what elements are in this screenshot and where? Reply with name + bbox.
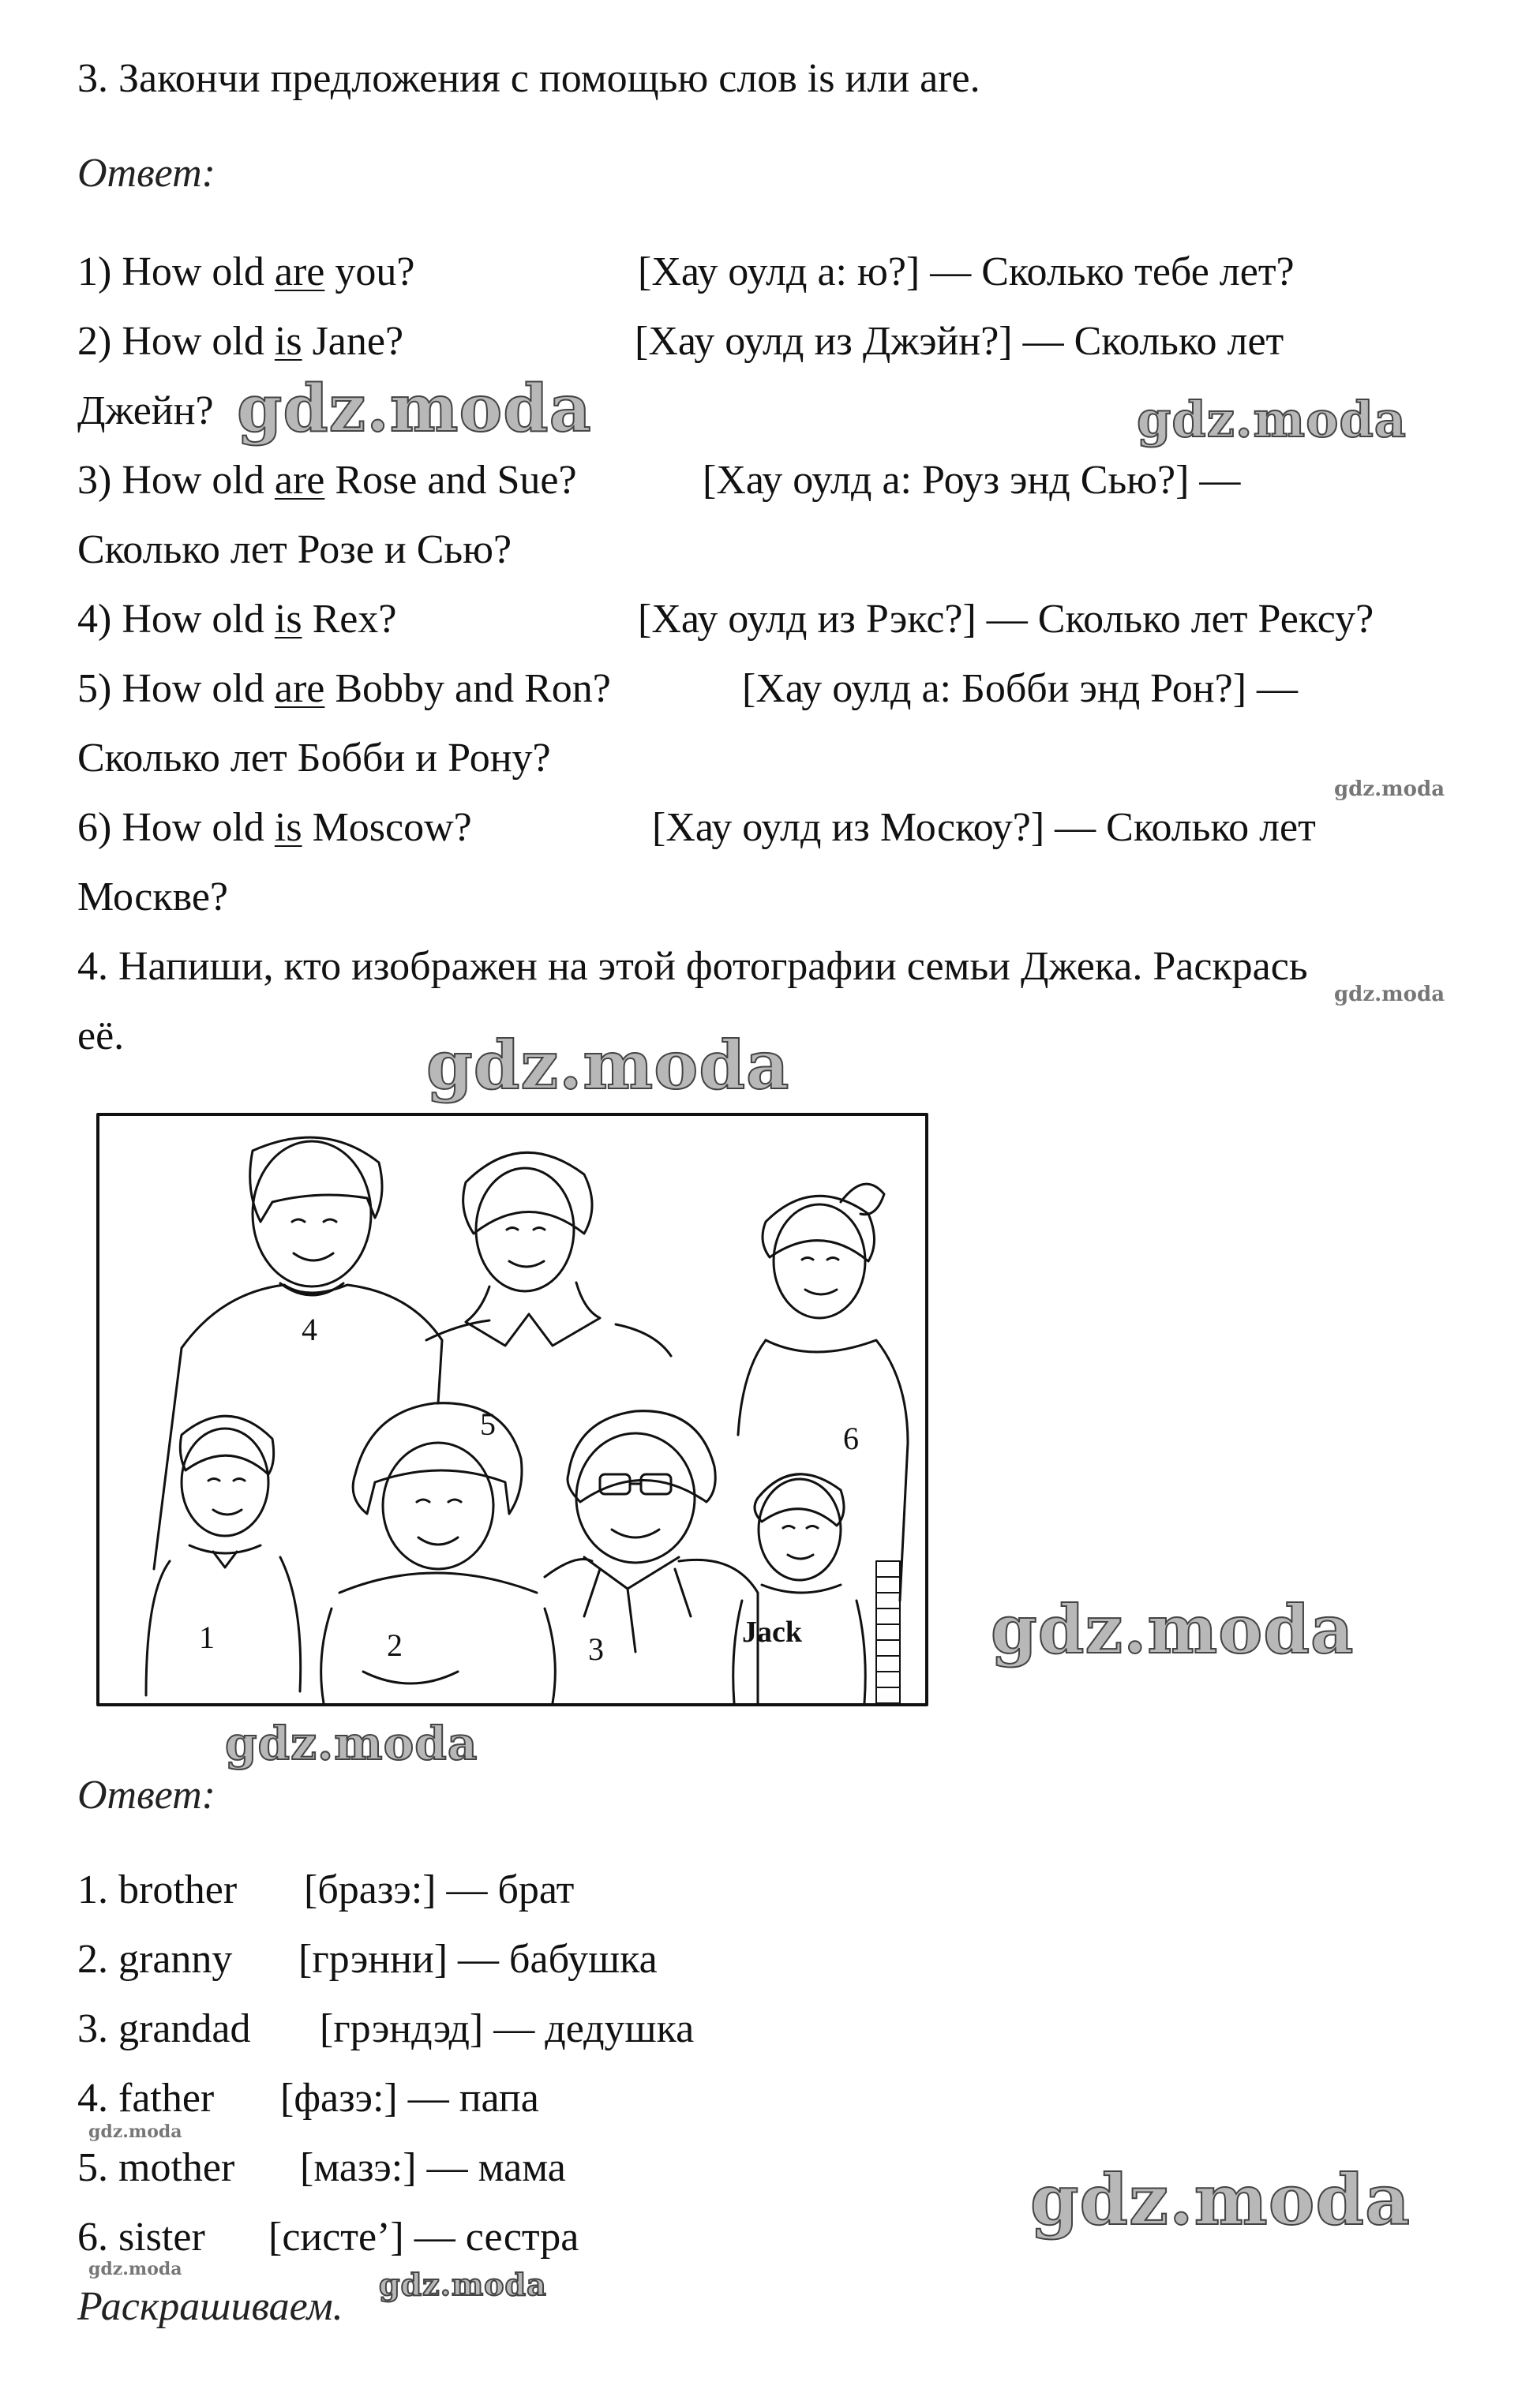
watermark: gdz.moda [1030, 2159, 1411, 2241]
watermark: gdz.moda [379, 2267, 547, 2302]
task3-item-2-translit: [Хау оулд из Джэйн?] — Сколько лет [635, 319, 1284, 364]
task3-item-4: 4) How old is Rex? [77, 597, 397, 642]
task3-item-3: 3) How old are Rose and Sue? [77, 458, 577, 503]
task4-answer-label: Ответ: [77, 1773, 216, 1818]
task3-item-2: 2) How old is Jane? [77, 319, 404, 364]
task4-answer-2-rest: [грэнни] — бабушка [298, 1937, 658, 1982]
task4-answer-5: 5. mother [77, 2145, 235, 2190]
task3-item-6-cont: Москве? [77, 874, 228, 919]
label-3: 3 [588, 1631, 604, 1667]
figure-mother [426, 1152, 671, 1356]
verb-underlined: is [274, 319, 302, 364]
task3-item-1: 1) How old are you? [77, 249, 415, 294]
figure-jack [733, 1474, 866, 1703]
figure-grandad [545, 1411, 758, 1703]
task3-item-5-cont: Сколько лет Бобби и Рону? [77, 736, 551, 781]
task4-title-line1: 4. Напиши, кто изображен на этой фотографии семьи Джека. Раскрась [77, 944, 1308, 989]
verb-underlined: are [274, 249, 325, 294]
label-jack: Jack [742, 1616, 802, 1649]
figure-sister [738, 1184, 908, 1601]
task4-answer-2: 2. granny [77, 1937, 233, 1982]
watermark: gdz.moda [225, 1717, 478, 1770]
label-2: 2 [387, 1627, 403, 1663]
task3-item-2-cont: Джейн? [77, 388, 214, 433]
task3-item-1-translit: [Хау оулд а: ю?] — Сколько тебе лет? [638, 249, 1295, 294]
task4-answer-4: 4. father [77, 2076, 215, 2121]
verb-underlined: are [274, 666, 325, 711]
task4-answer-5-rest: [мазэ:] — мама [300, 2145, 566, 2190]
task3-item-6: 6) How old is Moscow? [77, 805, 472, 850]
task3-item-5-translit: [Хау оулд а: Бобби энд Рон?] — [742, 666, 1299, 711]
watermark-small: gdz.moda [1334, 983, 1445, 1006]
watermark-small: gdz.moda [88, 2122, 182, 2142]
family-photo-illustration [95, 1103, 931, 1710]
label-6: 6 [843, 1421, 859, 1456]
task4-answer-3: 3. grandad [77, 2006, 251, 2051]
watermark: gdz.moda [1137, 391, 1407, 448]
watermark: gdz.moda [237, 371, 592, 447]
watermark-small: gdz.moda [1334, 777, 1445, 801]
task4-answer-1-rest: [бразэ:] — брат [304, 1867, 575, 1912]
verb-underlined: are [274, 458, 325, 503]
task3-item-5: 5) How old are Bobby and Ron? [77, 666, 611, 711]
task4-answer-4-rest: [фазэ:] — папа [280, 2076, 539, 2121]
task4-answer-6-rest: [систе’] — сестра [268, 2215, 579, 2260]
figure-granny [321, 1403, 556, 1703]
task3-item-3-translit: [Хау оулд а: Роуз энд Сью?] — [703, 458, 1241, 503]
task4-answer-6: 6. sister [77, 2215, 205, 2260]
task3-item-6-translit: [Хау оулд из Москоу?] — Сколько лет [652, 805, 1316, 850]
label-4: 4 [302, 1312, 317, 1347]
task4-answer-1: 1. brother [77, 1867, 238, 1912]
verb-underlined: is [274, 597, 302, 642]
figure-brother [146, 1416, 301, 1695]
task4-answer-3-rest: [грэндэд] — дедушка [320, 2006, 695, 2051]
task4-title-line2: её. [77, 1013, 125, 1058]
task3-item-4-translit: [Хау оулд из Рэкс?] — Сколько лет Рексу? [638, 597, 1374, 642]
figure-father [154, 1137, 442, 1569]
watermark-small: gdz.moda [88, 2259, 182, 2279]
task3-item-3-cont: Сколько лет Розе и Сью? [77, 527, 512, 572]
task3-answer-label: Ответ: [77, 151, 216, 196]
label-1: 1 [199, 1620, 215, 1655]
watermark: gdz.moda [426, 1026, 790, 1104]
verb-underlined: is [274, 805, 302, 850]
label-5: 5 [480, 1406, 496, 1442]
photo-frame [98, 1114, 927, 1705]
task4-closing: Раскрашиваем. [77, 2284, 343, 2329]
striped-sleeve [876, 1561, 900, 1703]
watermark: gdz.moda [991, 1590, 1355, 1668]
task3-title: 3. Закончи предложения с помощью слов is или are. [77, 56, 980, 101]
